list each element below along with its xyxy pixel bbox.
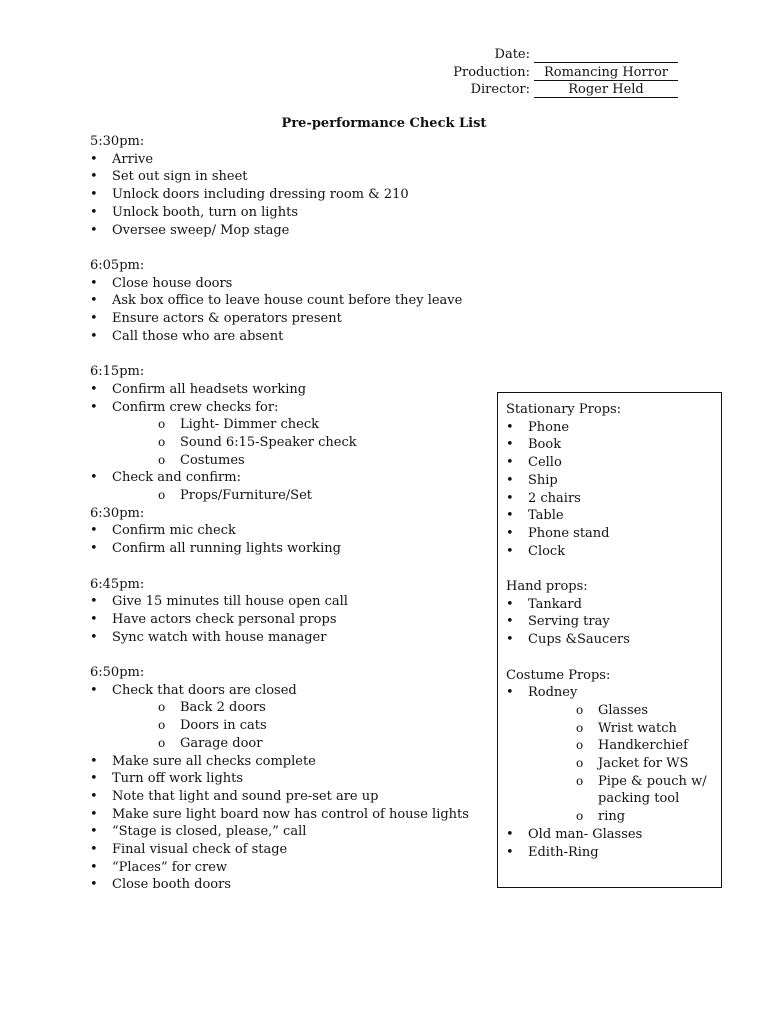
task-item xyxy=(90,788,490,806)
task-list xyxy=(90,682,490,894)
prop-text: Rodney xyxy=(528,685,578,701)
checklist-section xyxy=(90,664,490,894)
task-item xyxy=(90,399,490,417)
section-time: 6:15pm: xyxy=(90,364,145,380)
prop-item: • Tankard xyxy=(506,596,713,614)
prop-item: • Cups &Saucers xyxy=(506,631,713,649)
section-gap xyxy=(90,558,490,576)
task-item xyxy=(90,806,490,824)
section-time: 6:30pm: xyxy=(90,505,145,521)
task-item xyxy=(90,381,490,399)
task-text: Note that light and sound pre-set are up xyxy=(112,788,379,804)
props-gap xyxy=(506,649,713,667)
subtask-list xyxy=(90,699,490,752)
subtask-item: o Back 2 doors xyxy=(90,699,490,717)
props-box xyxy=(497,392,722,888)
task-text: Confirm crew checks for: xyxy=(112,399,279,415)
prop-sub-item: o Pipe & pouch w/ packing tool xyxy=(506,773,713,808)
task-item xyxy=(90,753,490,771)
task-list xyxy=(90,593,490,646)
prop-item: • Clock xyxy=(506,543,713,561)
task-text: Final visual check of stage xyxy=(112,842,288,858)
checklist-section xyxy=(90,133,490,239)
subtask-item: o Props/Furniture/Set xyxy=(90,487,490,505)
task-text: Unlock booth, turn on lights xyxy=(112,204,298,220)
section-time: 5:30pm: xyxy=(90,134,145,149)
task-item xyxy=(90,275,490,293)
task-text: “Stage is closed, please,” call xyxy=(112,824,307,840)
task-text: Close booth doors xyxy=(112,877,231,893)
task-text: “Places” for crew xyxy=(112,859,228,875)
director-label: Director: xyxy=(470,82,530,97)
director-value: Roger Held xyxy=(534,81,678,98)
checklist xyxy=(90,133,490,894)
prop-item: • Book xyxy=(506,436,713,454)
prop-item: • 2 chairs xyxy=(506,490,713,508)
task-list xyxy=(90,522,490,557)
task-text: Unlock doors including dressing room & 210 xyxy=(112,187,409,203)
task-item xyxy=(90,328,490,346)
prop-sub-item: o Handkerchief xyxy=(506,737,713,755)
prop-item: • Phone xyxy=(506,419,713,437)
task-item xyxy=(90,629,490,647)
prop-sub-item: o Wrist watch xyxy=(506,720,713,738)
task-text: Ensure actors & operators present xyxy=(112,311,342,327)
prop-item: • Cello xyxy=(506,454,713,472)
task-item xyxy=(90,876,490,894)
task-item xyxy=(90,151,490,169)
date-label: Date: xyxy=(494,47,530,62)
task-item xyxy=(90,841,490,859)
checklist-section xyxy=(90,576,490,647)
task-item xyxy=(90,310,490,328)
production-label: Production: xyxy=(453,64,530,80)
stationary-props-list xyxy=(506,419,713,561)
production-value: Romancing Horror xyxy=(534,64,678,81)
task-list xyxy=(90,151,490,240)
task-item xyxy=(90,204,490,222)
task-text: Arrive xyxy=(112,151,154,167)
task-text: Sync watch with house manager xyxy=(112,629,327,645)
page-title: Pre-performance Check List xyxy=(281,116,487,131)
task-text: Check and confirm: xyxy=(112,470,241,486)
task-text: Confirm all headsets working xyxy=(112,381,307,397)
task-item xyxy=(90,823,490,841)
prop-sub-list xyxy=(506,702,713,826)
task-text: Make sure all checks complete xyxy=(112,753,316,769)
section-gap xyxy=(90,646,490,664)
prop-item: • Serving tray xyxy=(506,613,713,631)
task-item xyxy=(90,292,490,310)
task-list xyxy=(90,381,490,505)
task-list xyxy=(90,275,490,346)
prop-item xyxy=(506,826,713,844)
document-header xyxy=(453,46,678,99)
task-item xyxy=(90,540,490,558)
stationary-props-heading: Stationary Props: xyxy=(506,402,622,417)
section-gap xyxy=(90,345,490,363)
subtask-item: o Sound 6:15-Speaker check xyxy=(90,434,490,452)
task-item xyxy=(90,593,490,611)
subtask-list xyxy=(90,487,490,505)
prop-item xyxy=(506,844,713,862)
task-text: Oversee sweep/ Mop stage xyxy=(112,222,290,238)
prop-sub-item: o Jacket for WS xyxy=(506,755,713,773)
prop-sub-item: o ring xyxy=(506,808,713,826)
date-value xyxy=(534,46,678,63)
subtask-item: o Light- Dimmer check xyxy=(90,416,490,434)
props-gap xyxy=(506,560,713,578)
checklist-section xyxy=(90,505,490,558)
section-time: 6:45pm: xyxy=(90,576,145,592)
task-text: Call those who are absent xyxy=(112,328,284,344)
task-text: Check that doors are closed xyxy=(112,682,297,698)
prop-item: • Phone stand xyxy=(506,525,713,543)
task-text: Make sure light board now has control of house lights xyxy=(112,806,469,822)
prop-item xyxy=(506,684,713,702)
task-item xyxy=(90,186,490,204)
task-text: Turn off work lights xyxy=(112,771,244,787)
task-item xyxy=(90,682,490,700)
section-time: 6:05pm: xyxy=(90,257,145,273)
task-item xyxy=(90,770,490,788)
task-text: Confirm all running lights working xyxy=(112,541,341,557)
costume-props-heading: Costume Props: xyxy=(506,667,611,683)
task-text: Confirm mic check xyxy=(112,523,236,539)
task-item xyxy=(90,222,490,240)
task-text: Set out sign in sheet xyxy=(112,169,248,185)
section-time: 6:50pm: xyxy=(90,665,145,681)
checklist-section xyxy=(90,257,490,346)
task-text: Ask box office to leave house count before they leave xyxy=(112,293,463,309)
checklist-section xyxy=(90,363,490,505)
subtask-list xyxy=(90,416,490,469)
task-item xyxy=(90,168,490,186)
prop-text: Old man- Glasses xyxy=(528,826,643,842)
hand-props-heading: Hand props: xyxy=(506,579,588,595)
prop-item: • Table xyxy=(506,507,713,525)
task-item xyxy=(90,611,490,629)
prop-text: Edith-Ring xyxy=(528,844,599,860)
date-row xyxy=(453,46,678,64)
subtask-item: o Doors in cats xyxy=(90,717,490,735)
prop-item: • Ship xyxy=(506,472,713,490)
hand-props-list xyxy=(506,596,713,649)
subtask-item: o Garage door xyxy=(90,735,490,753)
task-item xyxy=(90,859,490,877)
task-text: Give 15 minutes till house open call xyxy=(112,594,348,610)
task-item xyxy=(90,522,490,540)
director-row xyxy=(453,81,678,99)
subtask-item: o Costumes xyxy=(90,452,490,470)
prop-sub-item: o Glasses xyxy=(506,702,713,720)
section-gap xyxy=(90,239,490,257)
task-text: Close house doors xyxy=(112,275,233,291)
costume-props-list xyxy=(506,684,713,861)
production-row xyxy=(453,64,678,82)
task-item xyxy=(90,469,490,487)
task-text: Have actors check personal props xyxy=(112,611,337,627)
